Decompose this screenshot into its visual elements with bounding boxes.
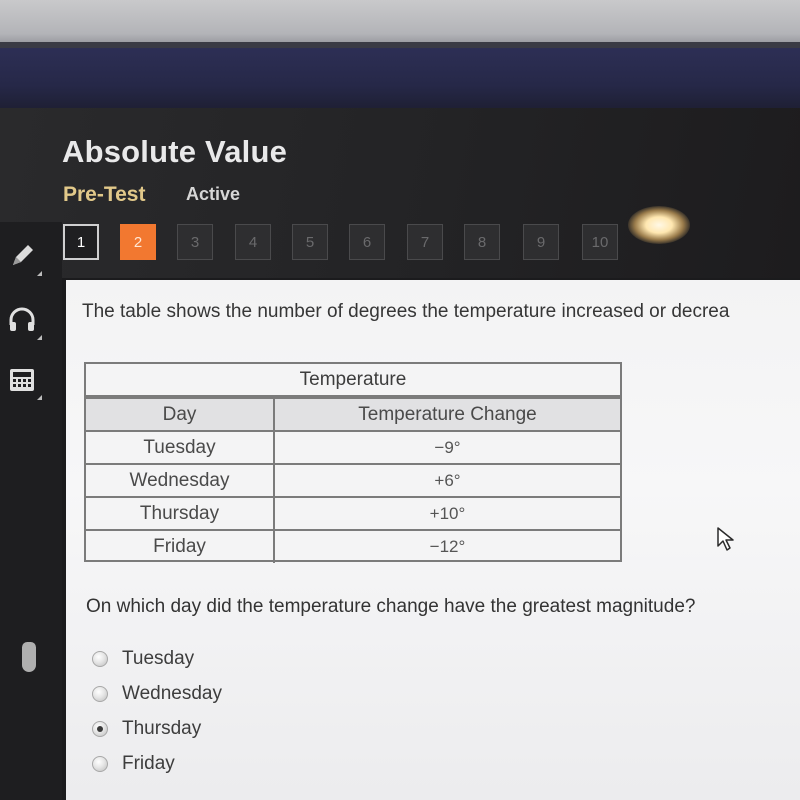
audio-tool-button[interactable] <box>0 298 44 342</box>
question-nav-item-3[interactable]: 3 <box>177 224 213 260</box>
browser-band <box>0 48 800 110</box>
mouse-cursor-icon <box>716 526 738 557</box>
data-table <box>86 397 620 563</box>
pencil-icon <box>7 241 37 271</box>
temperature-table <box>84 362 622 562</box>
question-nav-item-10[interactable]: 10 <box>582 224 618 260</box>
question-nav-item-9[interactable]: 9 <box>523 224 559 260</box>
day-cell: Tuesday <box>86 431 274 464</box>
status-label: Active <box>186 184 241 204</box>
question-nav-item-6[interactable]: 6 <box>349 224 385 260</box>
radio-button[interactable] <box>92 756 108 772</box>
question-text: The table shows the number of degrees the temperature increased or decrea <box>82 301 730 322</box>
column-header-day: Day <box>86 398 274 431</box>
question-nav-item-1[interactable]: 1 <box>63 224 99 260</box>
day-cell: Thursday <box>86 497 274 530</box>
change-cell: +10° <box>274 497 620 530</box>
answer-option-label: Friday <box>122 753 175 774</box>
question-nav-item-2[interactable]: 2 <box>120 224 156 260</box>
radio-button[interactable] <box>92 686 108 702</box>
table-row <box>86 464 620 497</box>
table-row <box>86 431 620 464</box>
calculator-tool-button[interactable] <box>0 358 44 402</box>
change-cell: −9° <box>274 431 620 464</box>
question-nav-item-8[interactable]: 8 <box>464 224 500 260</box>
monitor-bezel <box>0 0 800 48</box>
pencil-tool-button[interactable] <box>0 234 44 278</box>
calculator-icon <box>7 365 37 395</box>
radio-button-selected[interactable] <box>92 721 108 737</box>
tool-sidebar <box>0 222 62 800</box>
answer-option-label: Tuesday <box>122 648 195 669</box>
answer-option-thursday[interactable] <box>92 716 201 742</box>
change-cell: +6° <box>274 464 620 497</box>
screen-glare <box>628 206 690 244</box>
table-row <box>86 530 620 563</box>
question-prompt: On which day did the temperature change have the greatest magnitude? <box>86 596 696 617</box>
question-nav-item-4[interactable]: 4 <box>235 224 271 260</box>
question-panel <box>66 280 800 800</box>
question-nav-item-5[interactable]: 5 <box>292 224 328 260</box>
column-header-change: Temperature Change <box>274 398 620 431</box>
table-row <box>86 497 620 530</box>
day-cell: Wednesday <box>86 464 274 497</box>
radio-button[interactable] <box>92 651 108 667</box>
table-caption: Temperature <box>86 364 620 397</box>
answer-option-wednesday[interactable] <box>92 681 222 707</box>
page-subtitle: Pre-Test <box>63 183 146 206</box>
question-nav-item-7[interactable]: 7 <box>407 224 443 260</box>
answer-option-label: Thursday <box>122 718 202 739</box>
answer-option-label: Wednesday <box>122 683 222 704</box>
page-title: Absolute Value <box>62 134 288 169</box>
headphones-icon <box>6 305 38 335</box>
change-cell: −12° <box>274 530 620 563</box>
table-header-row <box>86 398 620 431</box>
day-cell: Friday <box>86 530 274 563</box>
partial-tool-icon <box>22 642 36 672</box>
answer-option-tuesday[interactable] <box>92 646 194 672</box>
answer-option-friday[interactable] <box>92 751 175 777</box>
